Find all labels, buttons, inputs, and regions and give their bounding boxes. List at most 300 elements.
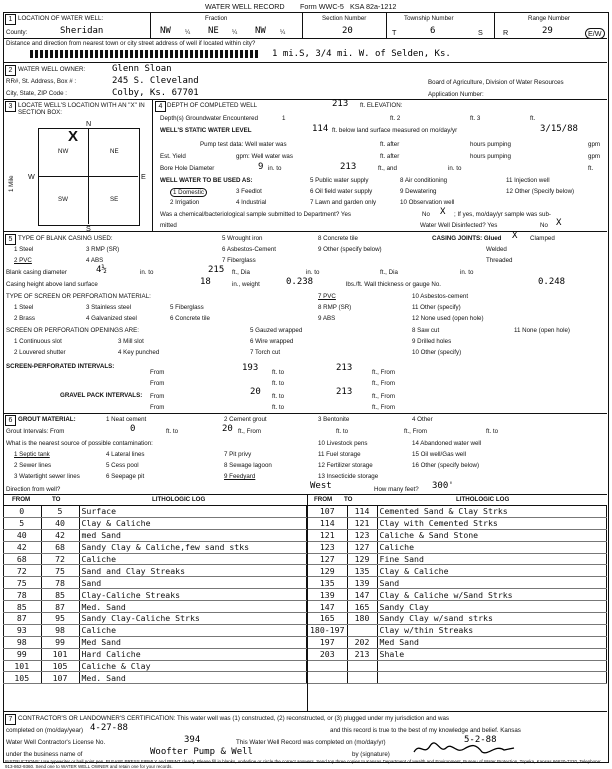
opening-6: 6 Wire wrapped [250, 338, 294, 345]
log-row [3, 589, 307, 601]
log-row [3, 648, 307, 660]
log-row [3, 517, 307, 529]
business-value: Woofter Pump & Well [150, 747, 253, 757]
use-10: 10 Observation well [400, 199, 455, 206]
section-4-number: 4 [155, 101, 166, 112]
screen-12: 12 None used (open hole) [412, 315, 484, 322]
chem-x: X [440, 207, 446, 217]
log-desc: Clay w/thin Streaks [377, 624, 606, 636]
log-desc: Med Sand [377, 636, 606, 648]
log-desc: Med. Sand [79, 672, 307, 684]
grout-ft-from-2: ft., From [404, 428, 428, 435]
screen-material-label: TYPE OF SCREEN OR PERFORATION MATERIAL: [6, 293, 151, 300]
use-7: 7 Lawn and garden only [310, 199, 377, 206]
spi-label: SCREEN-PERFORATED INTERVALS: [6, 363, 115, 370]
diameter-value: 4½ [96, 265, 107, 275]
range-value: 29 [542, 26, 553, 36]
log-from: 40 [3, 529, 41, 541]
use-4: 4 Industrial [236, 199, 267, 206]
log-from: 0 [3, 506, 41, 517]
use-9: 9 Dewatering [400, 188, 437, 195]
casing-5: 5 Wrought iron [222, 235, 263, 242]
contam-10: 10 Livestock pens [318, 440, 368, 447]
spi-from-label: From [150, 369, 165, 376]
diameter-dia-2: ft., Dia [380, 269, 398, 276]
screen-3: 3 Stainless steel [86, 304, 132, 311]
distance-value: 1 mi.S, 3/4 mi. W. of Selden, Ks. [272, 49, 451, 59]
log-to: 87 [41, 601, 79, 613]
opening-4: 4 Key punched [118, 349, 160, 356]
log-to: 127 [347, 541, 377, 553]
opening-2: 2 Louvered shutter [14, 349, 66, 356]
log-row [308, 565, 607, 577]
spi-from-value: 193 [242, 363, 259, 373]
use-label: WELL WATER TO BE USED AS: [160, 177, 253, 184]
log-desc: Clay-Caliche Streaks [79, 589, 307, 601]
log-row [3, 553, 307, 565]
log-from: 105 [3, 672, 41, 684]
form-title: WATER WELL RECORD [205, 2, 285, 11]
log-title-right: LITHOLOGIC LOG [456, 496, 510, 503]
log-from: 123 [308, 541, 347, 553]
log-to [347, 672, 377, 684]
township-label: Township Number [404, 15, 454, 22]
log-row [308, 672, 607, 684]
joints-label: CASING JOINTS: Glued [432, 235, 502, 242]
section-number-label: Section Number [322, 15, 367, 22]
log-row [3, 624, 307, 636]
grout-1: 1 Neat cement [106, 416, 147, 423]
log-from: 165 [308, 613, 347, 625]
quarter-3: ¼ [280, 29, 286, 36]
log-from: 135 [308, 577, 347, 589]
use-2: 2 Irrigation [170, 199, 200, 206]
log-row [3, 565, 307, 577]
log-row [3, 660, 307, 672]
log-row [3, 506, 307, 517]
opening-5: 5 Gauzed wrapped [250, 327, 303, 334]
grout-3: 3 Bentonite [318, 416, 350, 423]
bore-value: 9 [258, 162, 264, 172]
log-from: 147 [308, 601, 347, 613]
section-box [38, 128, 140, 226]
log-desc: Fine Sand [377, 553, 606, 565]
contam-2: 2 Sewer lines [14, 462, 52, 469]
log-from: 78 [3, 589, 41, 601]
diameter-dia-1: ft., Dia [232, 269, 250, 276]
owner-address: 245 S. Cleveland [112, 76, 199, 86]
log-to: 75 [41, 565, 79, 577]
casing-6: 6 Asbestos-Cement [222, 246, 276, 253]
range-ew: E/W [585, 28, 605, 39]
spi-to-label-2: ft. to [272, 380, 285, 387]
joints-x: X [512, 231, 518, 241]
opening-9: 9 Drilled holes [412, 338, 452, 345]
grout-to-label: ft. to [166, 428, 179, 435]
gpi-ft-from: ft., From [372, 393, 396, 400]
fraction-2: NE [208, 26, 219, 36]
gpi-ft-from-2: ft., From [372, 404, 396, 411]
log-from: 98 [3, 636, 41, 648]
static-level-value: 114 [312, 124, 329, 134]
fraction-3: NW [255, 26, 266, 36]
bore-and: ft., and [378, 165, 397, 172]
owner-city: Colby, Ks. 67701 [112, 88, 199, 98]
log-desc: Caliche & Clay [79, 660, 307, 672]
screen-11: 11 Other (specify) [412, 304, 461, 311]
bore-end: in. to [448, 165, 462, 172]
log-desc: Caliche & Sand Stone [377, 529, 606, 541]
dis-x: X [556, 218, 562, 228]
log-desc: med Sand [79, 529, 307, 541]
log-desc: Surface [79, 506, 307, 517]
county-value: Sheridan [60, 26, 104, 36]
use-3: 3 Feedlot [236, 188, 262, 195]
grout-ft-from: ft., From [238, 428, 262, 435]
opening-11: 11 None (open hole) [514, 327, 570, 334]
log-desc [377, 660, 606, 672]
contam-1-septic: 1 Septic tank [14, 451, 50, 458]
log-to: 165 [347, 601, 377, 613]
screen-6: 6 Concrete tile [170, 315, 210, 322]
use-6: 6 Oil field water supply [310, 188, 373, 195]
yield-label: Est. Yield [160, 153, 186, 160]
log-desc: Clay with Cemented Strks [377, 517, 606, 529]
log-row [308, 624, 607, 636]
log-from: 180-197 [308, 624, 347, 636]
ksa-number: KSA 82a-1212 [350, 2, 397, 11]
log-to: 99 [41, 636, 79, 648]
grout-ft-to-3: ft. to [486, 428, 499, 435]
compass-w: W [28, 172, 35, 181]
quad-se: SE [110, 196, 119, 203]
completed-value: 4-27-88 [90, 723, 128, 733]
log-to: 68 [41, 541, 79, 553]
quarter-1: ¼ [185, 29, 191, 36]
township-value: 6 [430, 26, 436, 36]
height-value: 18 [200, 277, 211, 287]
owner-name: Glenn Sloan [112, 64, 172, 74]
pump-test-label: Pump test data: Well water was [200, 141, 287, 148]
yield-mid: gpm: Well water was [236, 153, 293, 160]
casing-7: 7 Fiberglass [222, 257, 256, 264]
log-desc: Caliche [79, 624, 307, 636]
log-from-header-right: FROM [314, 496, 333, 503]
log-row [308, 577, 607, 589]
gw-2: ft. 2 [390, 115, 401, 122]
cert-line-1: CONTRACTOR'S OR LANDOWNER'S CERTIFICATION: This water well was (1) constructed, (2) reconstructed, or (3) plugged under my jurisdiction and was [18, 715, 450, 722]
log-desc: Med Sand [79, 636, 307, 648]
bore-mid: in. to [268, 165, 282, 172]
log-row [308, 636, 607, 648]
weight-value: 0.238 [286, 277, 314, 287]
log-to: 147 [347, 589, 377, 601]
log-to: 105 [41, 660, 79, 672]
screen-2: 2 Brass [14, 315, 35, 322]
township-s: S [478, 28, 483, 37]
section-2-number: 2 [5, 65, 16, 76]
gpi-from-label: From [150, 393, 165, 400]
contam-13: 13 Insecticide storage [318, 473, 379, 480]
disinfected-label: Water Well Disinfected? Yes [420, 222, 498, 229]
spi-from-label-2: From [150, 380, 165, 387]
contam-16: 16 Other (specify below) [412, 462, 480, 469]
log-to-header-left: TO [52, 496, 61, 503]
log-table-right [308, 506, 607, 684]
gw-ft: ft. [530, 115, 536, 122]
log-row [308, 517, 607, 529]
log-row [308, 613, 607, 625]
casing-4: 4 ABS [86, 257, 104, 264]
contam-5: 5 Cess pool [106, 462, 139, 469]
log-row [3, 541, 307, 553]
casing-label: TYPE OF BLANK CASING USED: [18, 235, 113, 242]
log-desc: Caliche [377, 541, 606, 553]
log-from: 5 [3, 517, 41, 529]
log-desc: Hard Caliche [79, 648, 307, 660]
log-desc: Caliche [79, 553, 307, 565]
license-value: 394 [184, 735, 201, 745]
howmany-label: How many feet? [374, 486, 419, 493]
diameter-to: in. to [140, 269, 154, 276]
log-from: 93 [3, 624, 41, 636]
log-desc: Sand [377, 577, 606, 589]
log-from [308, 660, 347, 672]
section-7-number: 7 [5, 714, 16, 725]
city-label: City, State, ZIP Code : [6, 90, 67, 97]
contam-12: 12 Fertilizer storage [318, 462, 373, 469]
log-to: 78 [41, 577, 79, 589]
gw-1: 1 [282, 115, 286, 122]
log-to [347, 624, 377, 636]
log-desc: Sandy Clay & Caliche,few sand stks [79, 541, 307, 553]
log-to: 101 [41, 648, 79, 660]
yield-hours: hours pumping [470, 153, 511, 160]
use-1-domestic: 1 Domestic [170, 188, 207, 197]
screen-9: 9 ABS [318, 315, 336, 322]
static-level-label: WELL'S STATIC WATER LEVEL [160, 127, 252, 134]
bore-ft: ft. [588, 165, 594, 172]
contam-4: 4 Lateral lines [106, 451, 145, 458]
location-label: LOCATION OF WATER WELL: [18, 15, 104, 22]
log-to: 129 [347, 553, 377, 565]
contam-3: 3 Watertight sewer lines [14, 473, 80, 480]
log-desc: Clay & Caliche w/Sand Strks [377, 589, 606, 601]
depth-value: 213 [332, 99, 349, 109]
gauge-label: lbs./ft. Wall thickness or gauge No. [346, 281, 442, 288]
contam-7: 7 Pit privy [224, 451, 252, 458]
log-to: 107 [41, 672, 79, 684]
diameter-to-2: in. to [306, 269, 320, 276]
cert-true-text: and this record is true to the best of my knowledge and belief. Kansas [330, 727, 521, 734]
log-to: 121 [347, 517, 377, 529]
log-desc: Clay & Caliche [79, 517, 307, 529]
address-label: RR#, St. Address, Box # : [6, 78, 77, 85]
screen-5: 5 Fiberglass [170, 304, 204, 311]
log-from: 75 [3, 577, 41, 589]
screen-10: 10 Asbestos-cement [412, 293, 469, 300]
opening-3: 3 Mill slot [118, 338, 144, 345]
owner-label: WATER WELL OWNER: [18, 66, 86, 73]
signature-image [410, 740, 520, 758]
gpi-to-label-2: ft. to [272, 404, 285, 411]
instructions: INSTRUCTIONS: Use typewriter or ball point pen. PLEASE PRESS FIRMLY and PRINT clearly. Please fill in blanks, underline or circle the correct answers. Send top three copies to Kansas Department of Health and Environment, Bureau of Water Protection, Topeka, Kansas 66620-7320, Telephone: 913-862-9360. Send one to WATER WELL OWNER and retain one for your records. [5, 759, 602, 769]
log-desc: Cemented Sand & Clay Strks [377, 506, 606, 517]
log-to: 202 [347, 636, 377, 648]
log-from: 203 [308, 648, 347, 660]
gpi-label: GRAVEL PACK INTERVALS: [60, 392, 143, 399]
yield-gpm: gpm [588, 153, 601, 160]
screen-1: 1 Steel [14, 304, 34, 311]
quarter-2: ¼ [232, 29, 238, 36]
mile-label: 1 Mile [8, 175, 15, 192]
use-8: 8 Air conditioning [400, 177, 448, 184]
grout-label: GROUT MATERIAL: [18, 416, 76, 423]
casing-1: 1 Steel [14, 246, 34, 253]
log-row [3, 613, 307, 625]
log-title-left: LITHOLOGIC LOG [152, 496, 206, 503]
pump-gpm: gpm [588, 141, 601, 148]
weight-label: in., weight [232, 281, 260, 288]
log-to-header-right: TO [344, 496, 353, 503]
joints-threaded: Threaded [486, 257, 513, 264]
casing-2-pvc: 2 PVC [14, 257, 32, 264]
section-number-value: 20 [342, 26, 353, 36]
log-row [3, 672, 307, 684]
chem-label: Was a chemical/bacteriological sample submitted to Department? Yes [160, 211, 351, 218]
log-desc: Sandy Clay-Caliche Strks [79, 613, 307, 625]
log-row [308, 529, 607, 541]
log-desc: Sand and Clay Streaks [79, 565, 307, 577]
log-row [308, 541, 607, 553]
log-to: 95 [41, 613, 79, 625]
section-6-number: 6 [5, 415, 16, 426]
joints-welded: Welded [486, 246, 507, 253]
application-label: Application Number: [428, 91, 484, 98]
log-from: 101 [3, 660, 41, 672]
log-row [308, 553, 607, 565]
locate-label: LOCATE WELL'S LOCATION WITH AN "X" IN SECTION BOX: [18, 102, 145, 116]
log-row [308, 648, 607, 660]
log-row [308, 660, 607, 672]
opening-8: 8 Saw cut [412, 327, 440, 334]
gpi-from-value: 20 [250, 387, 261, 397]
log-row [308, 506, 607, 517]
log-to: 123 [347, 529, 377, 541]
well-location-x-mark: X [68, 128, 79, 145]
log-desc: Clay & Caliche [377, 565, 606, 577]
chem-rest: ; If yes, mo/day/yr sample was sub- [454, 211, 551, 218]
log-from: 42 [3, 541, 41, 553]
log-from: 129 [308, 565, 347, 577]
form-number: Form WWC-5 [300, 2, 344, 11]
log-to: 98 [41, 624, 79, 636]
log-to [347, 660, 377, 672]
log-to: 5 [41, 506, 79, 517]
log-from-header-left: FROM [12, 496, 31, 503]
log-from: 68 [3, 553, 41, 565]
log-row [3, 636, 307, 648]
county-label: County: [6, 29, 28, 36]
compass-s: S [86, 224, 91, 233]
log-from: 114 [308, 517, 347, 529]
quad-sw: SW [58, 196, 68, 203]
distance-label: Distance and direction from nearest town or city street address of well if located within city? [6, 40, 256, 47]
completed-label: completed on (mo/day/year) [6, 727, 84, 734]
spi-to-value: 213 [336, 363, 353, 373]
static-date: 3/15/88 [540, 124, 578, 134]
log-from: 85 [3, 601, 41, 613]
section-1-number: 1 [5, 14, 16, 25]
grout-from-value: 0 [130, 424, 136, 434]
record-date-label: This Water Well Record was completed on (mo/day/yr) [236, 739, 386, 746]
grout-to-value: 20 [222, 424, 233, 434]
contam-14: 14 Abandoned water well [412, 440, 482, 447]
bore-to-value: 213 [340, 162, 357, 172]
contam-6: 6 Seepage pit [106, 473, 145, 480]
range-r: R [503, 28, 509, 37]
diameter-to-3: in. to [460, 269, 474, 276]
screen-8: 8 RMP (SR) [318, 304, 352, 311]
gpi-to-value: 213 [336, 387, 353, 397]
compass-e: E [141, 172, 146, 181]
log-desc [377, 672, 606, 684]
log-to: 213 [347, 648, 377, 660]
log-row [3, 601, 307, 613]
casing-8: 8 Concrete tile [318, 235, 358, 242]
use-5: 5 Public water supply [310, 177, 369, 184]
grout-4: 4 Other [412, 416, 433, 423]
opening-10: 10 Other (specify) [412, 349, 462, 356]
signature-label: by (signature) [352, 751, 390, 758]
spi-ft-from-2: ft., From [372, 380, 396, 387]
height-label: Casing height above land surface [6, 281, 98, 288]
range-label: Range Number [528, 15, 570, 22]
record-date-value: 5-2-88 [464, 735, 497, 745]
static-suffix: ft. below land surface measured on mo/day/yr [332, 127, 458, 134]
log-from: 99 [3, 648, 41, 660]
compass-n: N [86, 119, 92, 128]
joints-clamped: Clamped [530, 235, 555, 242]
fraction-label: Fraction [205, 15, 228, 22]
spi-to-label: ft. to [272, 369, 285, 376]
section-3-number: 3 [5, 101, 16, 112]
direction-label: Direction from well? [6, 486, 61, 493]
log-from: 139 [308, 589, 347, 601]
use-11: 11 Injection well [506, 177, 550, 184]
chem-no: No [422, 211, 430, 218]
log-from: 107 [308, 506, 347, 517]
contam-11: 11 Fuel storage [318, 451, 361, 458]
gauge-value: 0.248 [538, 277, 566, 287]
depth-label: DEPTH OF COMPLETED WELL [167, 102, 258, 109]
log-from: 72 [3, 565, 41, 577]
gw-3: ft. 3 [470, 115, 481, 122]
log-desc: Med. Sand [79, 601, 307, 613]
log-row [308, 601, 607, 613]
pump-hours: hours pumping [470, 141, 511, 148]
yield-after: ft. after [380, 153, 400, 160]
diameter-to-value: 215 [208, 265, 225, 275]
log-from [308, 672, 347, 684]
log-to: 72 [41, 553, 79, 565]
log-to: 135 [347, 565, 377, 577]
grout-intervals-label: Grout Intervals: From [6, 428, 65, 435]
opening-7: 7 Torch cut [250, 349, 281, 356]
log-row [3, 577, 307, 589]
log-from: 121 [308, 529, 347, 541]
openings-label: SCREEN OR PERFORATION OPENINGS ARE: [6, 327, 139, 334]
